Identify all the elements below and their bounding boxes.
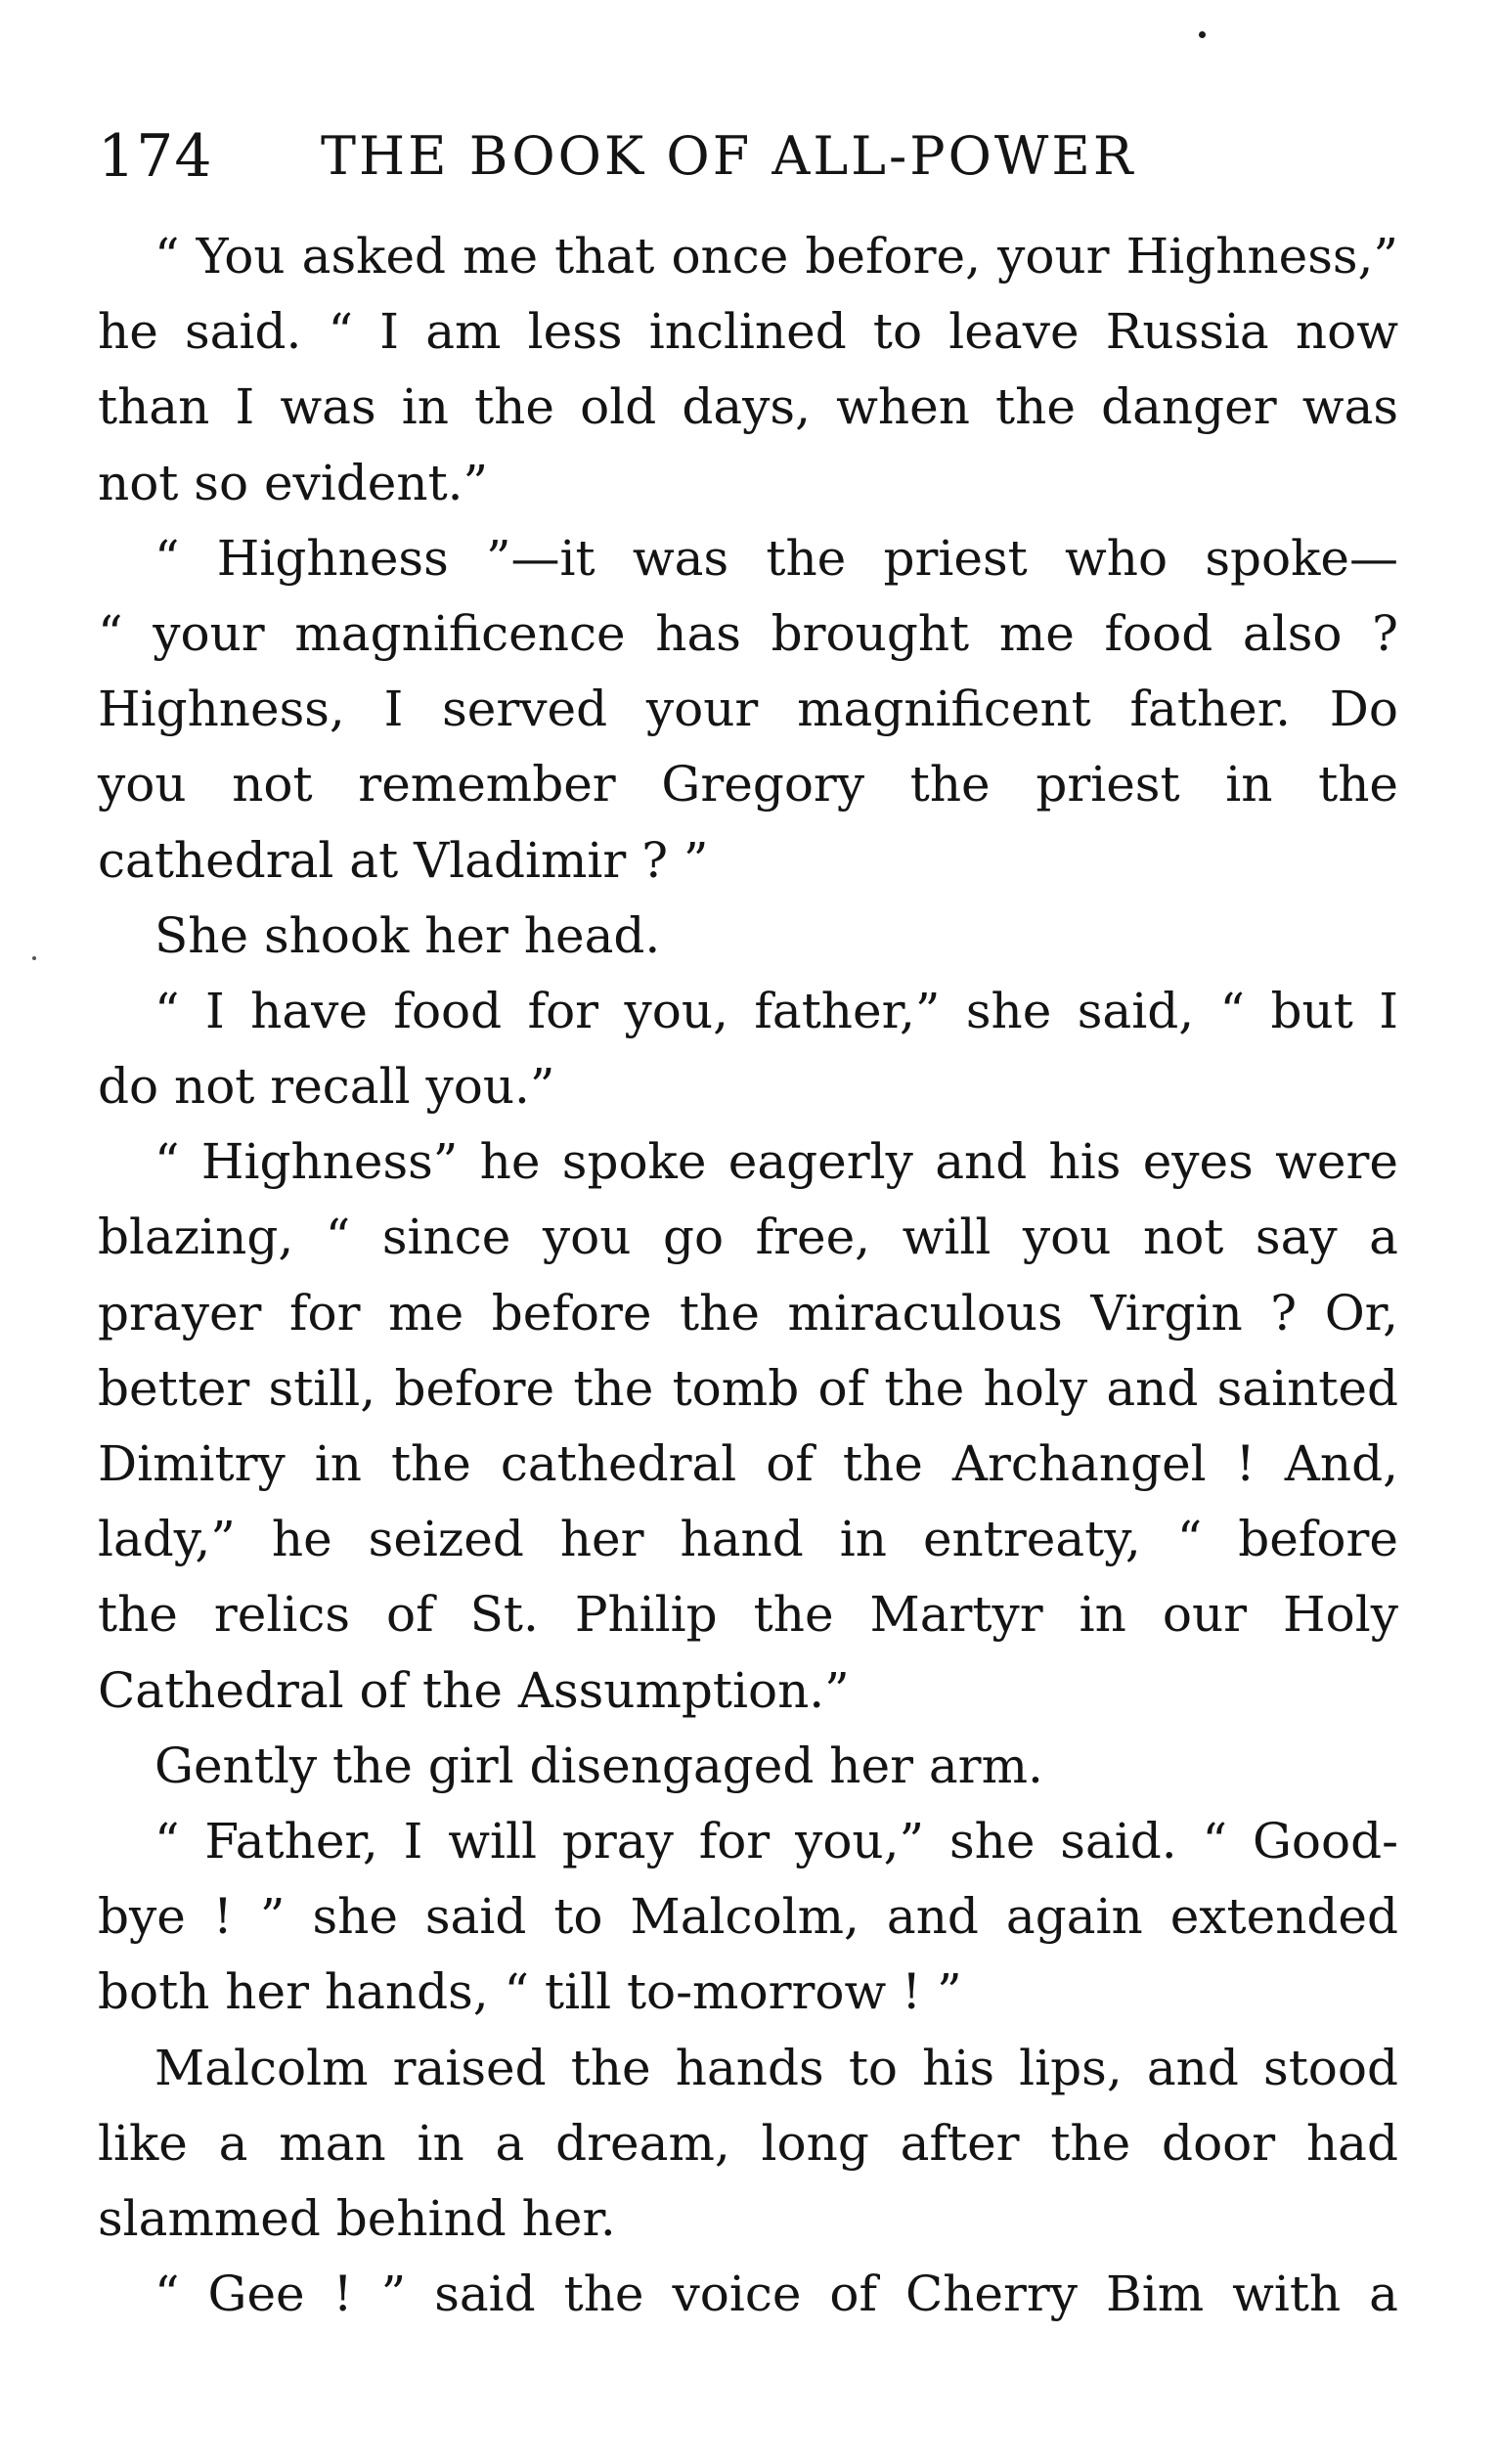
page-number: 174 xyxy=(98,122,213,191)
margin-speck xyxy=(32,956,36,960)
text-line: Gently the girl disengaged her arm. xyxy=(154,1737,1043,1794)
text-line: Dimitry in the cathedral of the Archangel ! And, xyxy=(98,1435,1398,1492)
text-line: than I was in the old days, when the danger was xyxy=(98,378,1398,436)
text-line: blazing, “ since you go free, will you not say a xyxy=(98,1209,1398,1266)
text-line: She shook her head. xyxy=(154,906,661,964)
text-line: he said. “ I am less inclined to leave Russia now xyxy=(98,303,1398,361)
text-line: do not recall you.” xyxy=(98,1058,555,1116)
body-text xyxy=(98,219,1398,2332)
text-line: “ Highness ”—it was the priest who spoke— xyxy=(154,529,1398,587)
text-line: “ Father, I will pray for you,” she said. “ Good- xyxy=(154,1812,1398,1870)
text-line: prayer for me before the miraculous Virgin ? Or, xyxy=(98,1284,1398,1342)
text-line: “ I have food for you, father,” she said, “ but I xyxy=(154,982,1398,1039)
text-line: bye ! ” she said to Malcolm, and again extended xyxy=(98,1888,1398,1946)
text-line: like a man in a dream, long after the door had xyxy=(98,2114,1398,2172)
text-line: better still, before the tomb of the holy and sainted xyxy=(98,1359,1398,1417)
text-line: not so evident.” xyxy=(98,454,489,511)
text-line: lady,” he seized her hand in entreaty, “ before xyxy=(98,1511,1398,1568)
text-line: Highness, I served your magnificent father. Do xyxy=(98,681,1398,738)
text-line: “ your magnificence has brought me food also ? xyxy=(98,604,1398,662)
text-line: cathedral at Vladimir ? ” xyxy=(98,831,709,889)
text-line: “ Gee ! ” said the voice of Cherry Bim with a xyxy=(154,2266,1398,2323)
text-line: “ You asked me that once before, your Highness,” xyxy=(154,228,1398,285)
text-line: you not remember Gregory the priest in the xyxy=(98,756,1398,814)
text-line: both her hands, “ till to-morrow ! ” xyxy=(98,1963,962,2021)
page-header xyxy=(98,117,1408,196)
running-title: THE BOOK OF ALL-POWER xyxy=(321,125,1136,187)
text-line: “ Highness” he spoke eagerly and his eyes were xyxy=(154,1133,1398,1191)
ink-speck xyxy=(1199,31,1206,38)
text-line: Malcolm raised the hands to his lips, and stood xyxy=(154,2039,1398,2096)
text-line: Cathedral of the Assumption.” xyxy=(98,1661,850,1719)
text-line: the relics of St. Philip the Martyr in our Holy xyxy=(98,1586,1398,1644)
text-line: slammed behind her. xyxy=(98,2189,616,2247)
